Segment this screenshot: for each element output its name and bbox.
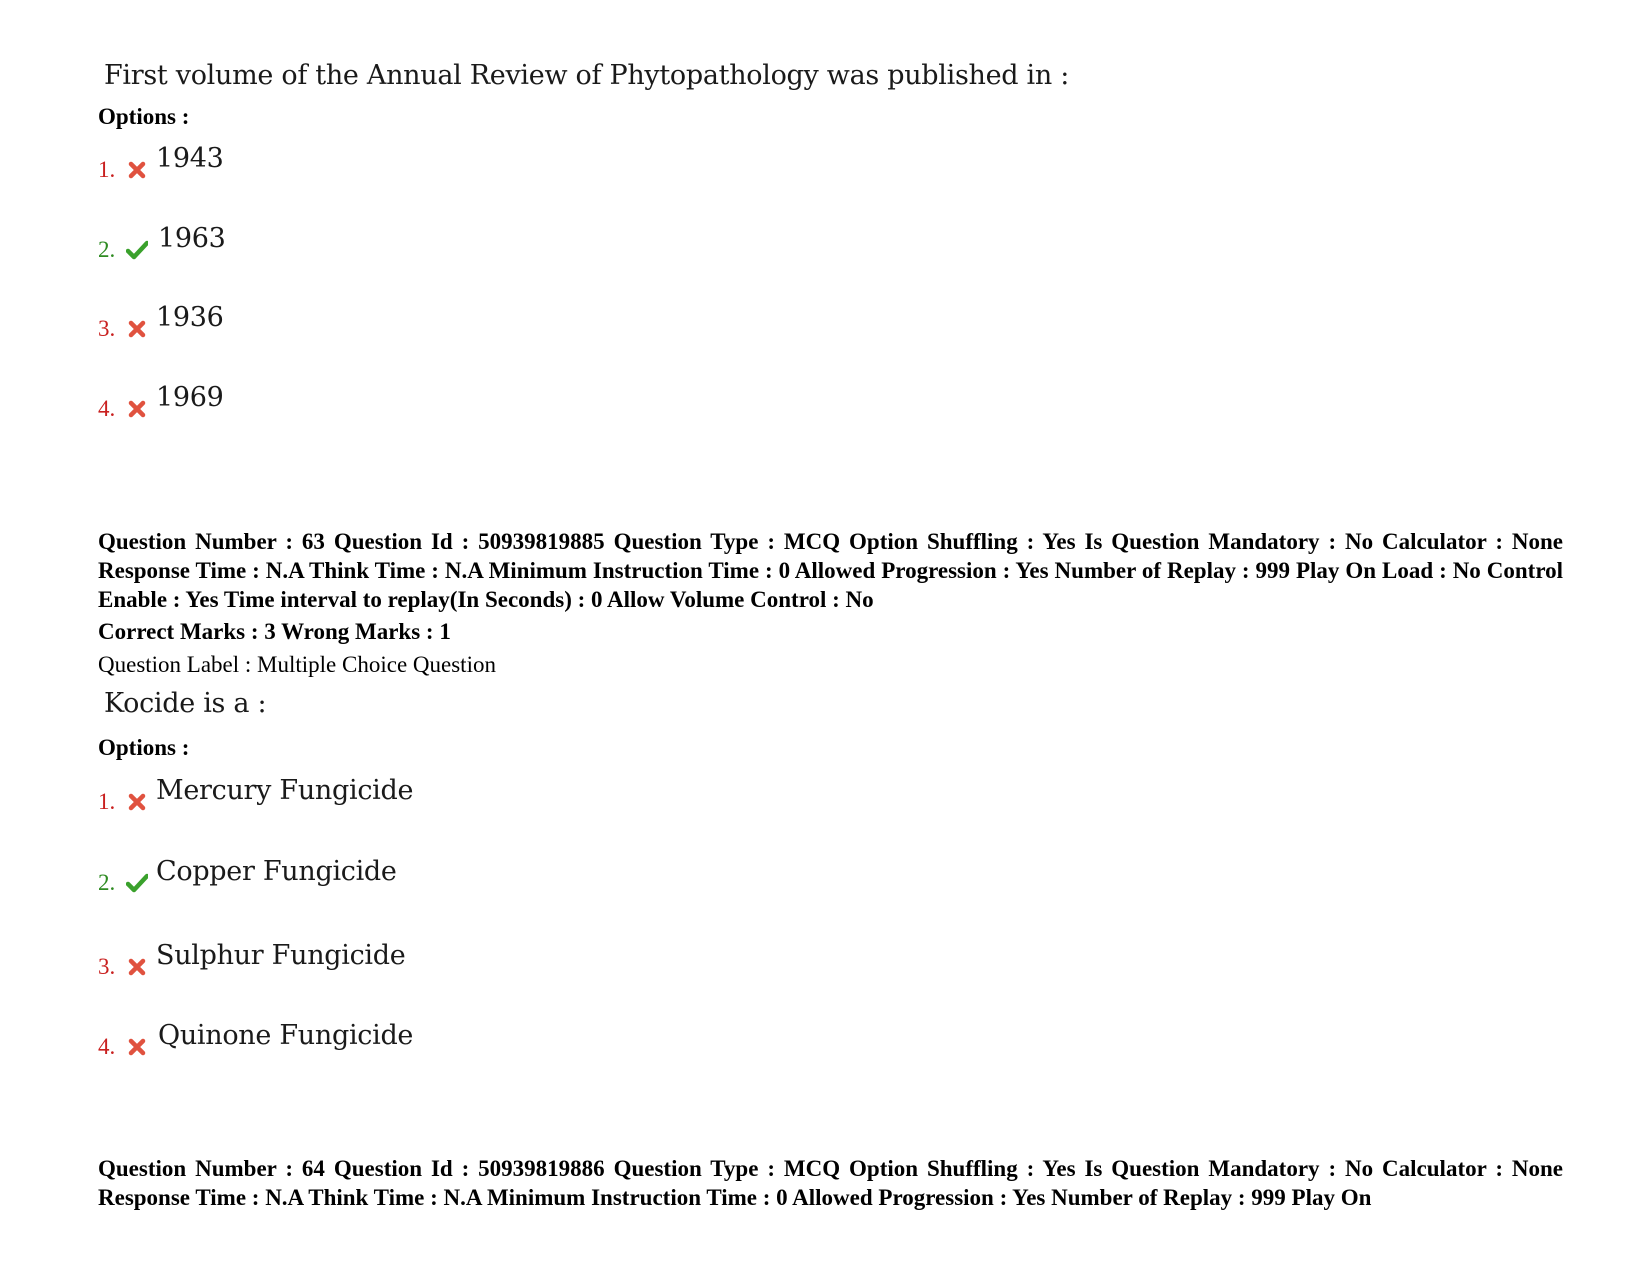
option-value: Quinone Fungicide xyxy=(158,1020,414,1051)
question-62-text: First volume of the Annual Review of Phytopathology was published in : xyxy=(104,60,1070,91)
option-number: 1. xyxy=(98,157,116,182)
option-value: 1969 xyxy=(156,382,224,413)
option-value: 1943 xyxy=(156,143,224,174)
wrong-cross-icon xyxy=(126,1036,148,1058)
option-value: 1963 xyxy=(158,223,226,254)
question-63-metadata: Question Number : 63 Question Id : 50939819885 Question Type : MCQ Option Shuffling : Yes Is Question Mandatory : No Calculator : None Response Time : N.A Think Time : N.A Minimum Instruction Time : 0 Allowed Progression : Yes Number of Replay : 999 Play On Load : No Control Enable : Yes Time interval to replay(In Seconds) : 0 Allow Volume Control : No xyxy=(98,529,1563,612)
correct-check-icon xyxy=(126,872,148,894)
question-64-metadata: Question Number : 64 Question Id : 50939819886 Question Type : MCQ Option Shuffling : Yes Is Question Mandatory : No Calculator : None Response Time : N.A Think Time : N.A Minimum Instruction Time : 0 Allowed Progression : Yes Number of Replay : 999 Play On xyxy=(98,1156,1563,1210)
wrong-cross-icon xyxy=(126,318,148,340)
question-63-text: Kocide is a : xyxy=(104,688,267,719)
question-63-label: Question Label : Multiple Choice Question xyxy=(98,652,496,677)
option-number: 1. xyxy=(98,789,116,814)
wrong-cross-icon xyxy=(126,398,148,420)
options-label: Options : xyxy=(98,735,190,760)
wrong-cross-icon xyxy=(126,956,148,978)
option-number: 2. xyxy=(98,237,116,262)
wrong-cross-icon xyxy=(126,159,148,181)
option-number: 2. xyxy=(98,870,116,895)
option-number: 3. xyxy=(98,954,116,979)
option-number: 4. xyxy=(98,396,116,421)
correct-check-icon xyxy=(126,239,148,261)
wrong-cross-icon xyxy=(126,791,148,813)
question-63-marks: Correct Marks : 3 Wrong Marks : 1 xyxy=(98,619,451,644)
option-value: 1936 xyxy=(156,302,224,333)
option-number: 3. xyxy=(98,316,116,341)
option-value: Copper Fungicide xyxy=(156,856,397,887)
option-number: 4. xyxy=(98,1034,116,1059)
option-value: Sulphur Fungicide xyxy=(156,940,406,971)
option-value: Mercury Fungicide xyxy=(156,775,414,806)
options-label: Options : xyxy=(98,104,190,129)
